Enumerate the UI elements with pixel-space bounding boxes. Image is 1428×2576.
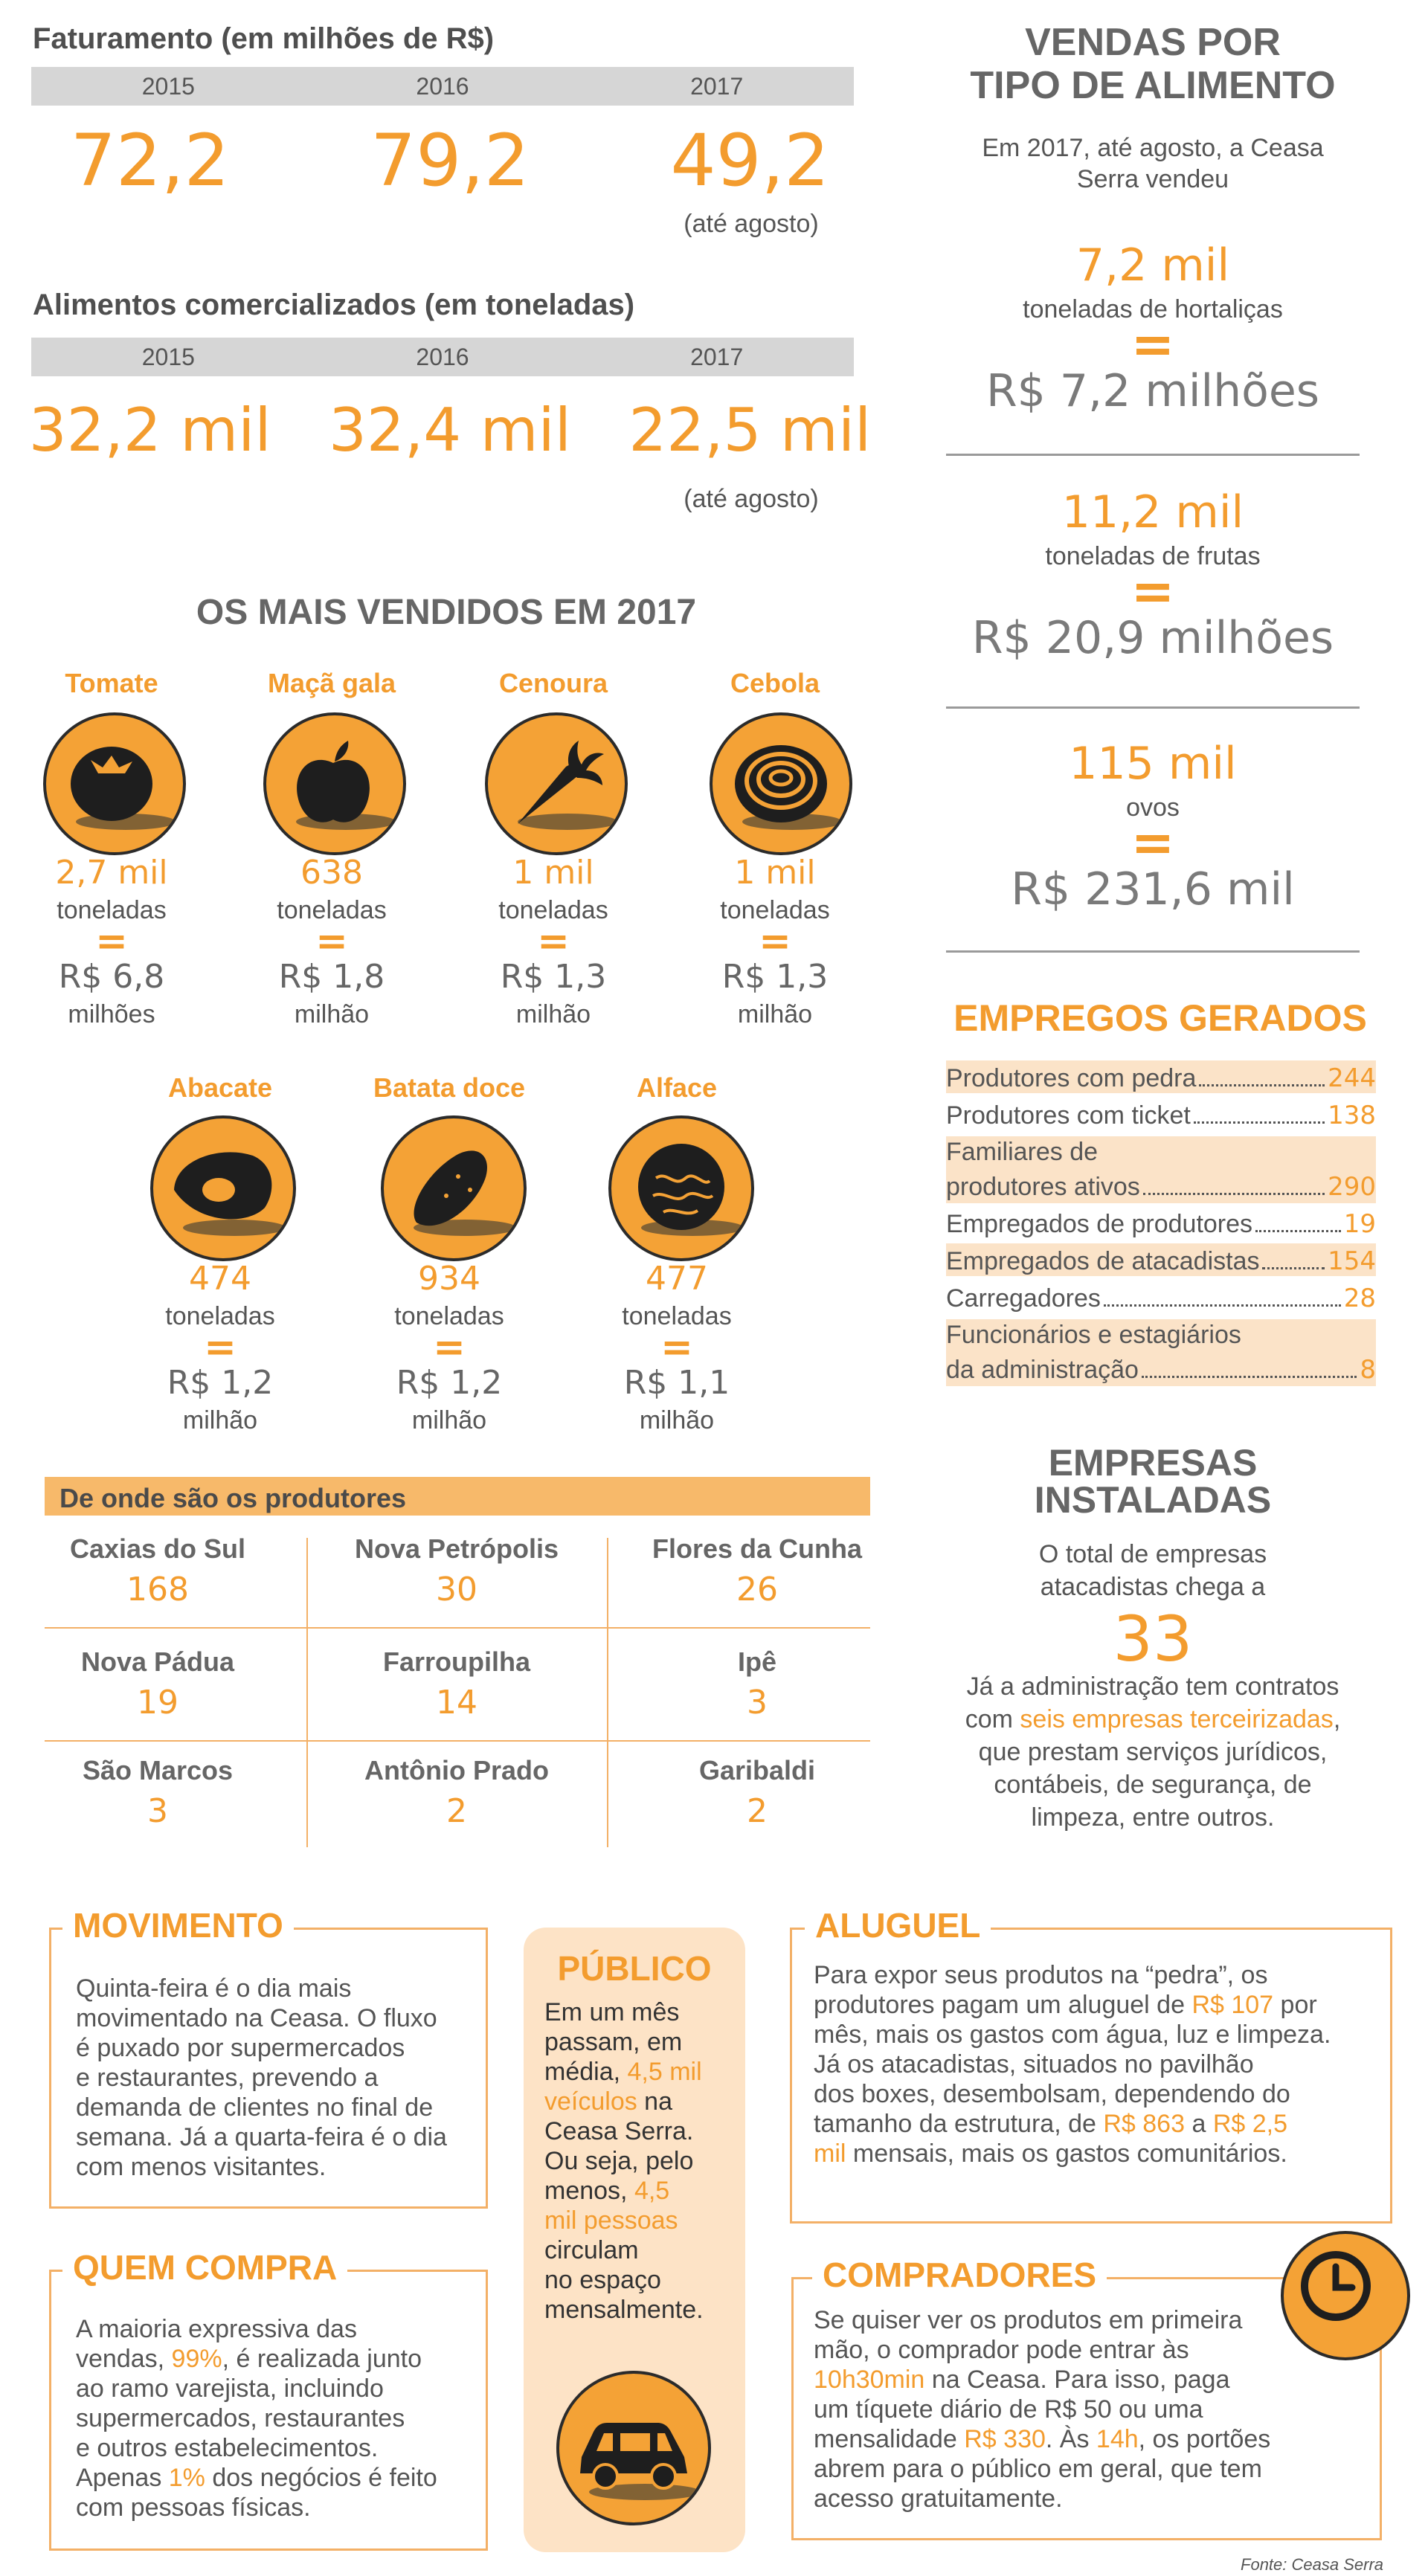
product-value: R$ 1,2 — [167, 1364, 274, 1402]
city-count: 2 — [747, 1792, 768, 1830]
text-highlight: veículos — [544, 2087, 637, 2116]
text-highlight: 4,5 mil — [627, 2058, 702, 2086]
vendas-intro — [945, 132, 1361, 195]
divider — [946, 454, 1360, 456]
text-line: Já os atacadistas, situados no pavilhão — [814, 2050, 1254, 2078]
text-line: Ou seja, pelo — [544, 2147, 694, 2175]
text-line — [814, 2424, 1349, 2454]
emprego-row — [946, 1352, 1376, 1385]
vendas-desc: ovos — [1126, 793, 1180, 822]
city-cell — [24, 1533, 292, 1609]
city-count: 3 — [747, 1684, 768, 1722]
product-name: Tomate — [65, 668, 158, 698]
product-tomate — [0, 668, 223, 699]
alimentos-title: Alimentos comercializados (em toneladas) — [33, 289, 635, 321]
product-unit: toneladas — [394, 1302, 504, 1330]
city-count: 26 — [736, 1571, 778, 1609]
city-cell — [623, 1533, 891, 1609]
aluguel-title: ALUGUEL — [805, 1905, 991, 1945]
faturamento-value: 49,2 — [670, 119, 830, 202]
text-highlight: 99% — [171, 2345, 222, 2373]
empresas-text2 — [930, 1670, 1376, 1834]
text-line — [814, 2139, 1386, 2168]
emprego-row — [946, 1169, 1376, 1202]
emprego-value: 19 — [1343, 1209, 1376, 1239]
product-value: R$ 1,8 — [278, 958, 385, 996]
text-line — [544, 2206, 739, 2235]
vendas-title-line: TIPO DE ALIMENTO — [970, 64, 1336, 107]
divider — [946, 950, 1360, 953]
text-run: a — [1185, 2110, 1213, 2138]
text-run: produtores pagam um aluguel de — [814, 1991, 1192, 2019]
text-run: mensais, mais os gastos comunitários. — [846, 2139, 1287, 2168]
equals-sign: = — [315, 919, 348, 964]
product-batata-stats — [338, 1258, 561, 1437]
product-cenoura — [442, 668, 665, 699]
vendas-item — [945, 736, 1361, 918]
product-name: Cenoura — [498, 668, 608, 698]
empresas-text-line — [930, 1703, 1376, 1736]
equals-sign: = — [1130, 314, 1175, 375]
text-run: , — [1333, 1705, 1341, 1733]
product-value: R$ 6,8 — [58, 958, 165, 996]
vendas-title-line: VENDAS POR — [1025, 21, 1281, 64]
grid-vline — [607, 1538, 608, 1847]
product-value: R$ 1,3 — [500, 958, 607, 996]
text-highlight: R$ 107 — [1191, 1991, 1274, 2019]
year-label: 2015 — [141, 73, 195, 100]
product-alface-stats — [565, 1258, 788, 1437]
product-name: Cebola — [730, 668, 820, 698]
city-count: 30 — [436, 1571, 477, 1609]
aluguel-text — [814, 1960, 1386, 2168]
equals-sign: = — [1130, 812, 1175, 873]
text-line: movimentado na Ceasa. O fluxo — [76, 2004, 437, 2032]
text-line: passam, em — [544, 2028, 683, 2056]
emprego-label: Carregadores — [946, 1284, 1101, 1313]
text-line: Quinta-feira é o dia mais — [76, 1974, 352, 2003]
faturamento-value: 79,2 — [370, 119, 530, 202]
vendas-intro-line: Em 2017, até agosto, a Ceasa — [982, 134, 1324, 162]
quem-compra-text — [76, 2314, 477, 2522]
product-value-unit: milhão — [182, 1406, 258, 1434]
vendas-value: R$ 7,2 milhões — [985, 365, 1320, 417]
text-run: , os portões — [1138, 2425, 1271, 2453]
emprego-value: 28 — [1343, 1284, 1376, 1313]
year-label: 2015 — [141, 344, 195, 370]
product-unit: toneladas — [57, 896, 167, 924]
city-cell — [24, 1646, 292, 1722]
product-unit: toneladas — [622, 1302, 732, 1330]
year-label: 2017 — [690, 344, 744, 370]
product-cenoura-stats — [442, 852, 665, 1031]
text-line: acesso gratuitamente. — [814, 2485, 1063, 2513]
product-qty: 1 mil — [512, 854, 594, 892]
text-line: supermercados, restaurantes — [76, 2404, 405, 2432]
product-name: Batata doce — [373, 1072, 526, 1103]
equals-sign: = — [1130, 561, 1175, 622]
year-label: 2016 — [416, 344, 469, 370]
text-run: média, — [544, 2058, 628, 2086]
text-line: abrem para o público em geral, que tem — [814, 2455, 1262, 2483]
text-highlight: R$ 2,5 — [1212, 2110, 1287, 2138]
emprego-label: Empregados de atacadistas — [946, 1247, 1260, 1275]
city-cell — [623, 1755, 891, 1830]
faturamento-values — [0, 119, 900, 202]
product-value: R$ 1,3 — [721, 958, 829, 996]
product-qty: 1 mil — [734, 854, 816, 892]
text-highlight: 10h30min — [814, 2366, 925, 2394]
empresas-text-line: contábeis, de segurança, de — [994, 1771, 1312, 1799]
emprego-row — [946, 1243, 1376, 1276]
text-run: , é realizada junto — [222, 2345, 422, 2373]
product-qty: 474 — [189, 1260, 251, 1298]
movimento-text — [76, 1974, 477, 2182]
empresas-text-line: atacadistas chega a — [1040, 1573, 1266, 1601]
faturamento-note: (até agosto) — [684, 210, 819, 238]
product-alface — [565, 1072, 788, 1104]
text-line: com pessoas físicas. — [76, 2493, 311, 2522]
text-highlight: 4,5 — [634, 2177, 670, 2205]
empresas-text-line: limpeza, entre outros. — [1031, 1803, 1275, 1832]
text-line: ao ramo varejista, incluindo — [76, 2374, 384, 2403]
product-abacate — [109, 1072, 332, 1104]
product-qty: 934 — [418, 1260, 480, 1298]
text-line: Em um mês — [544, 1998, 680, 2026]
text-run: na — [637, 2087, 672, 2116]
text-run: tamanho da estrutura, de — [814, 2110, 1104, 2138]
emprego-label: produtores ativos — [946, 1173, 1140, 1201]
emprego-value: 8 — [1360, 1355, 1376, 1385]
equals-sign: = — [95, 919, 128, 964]
text-line: demanda de clientes no final de — [76, 2093, 434, 2122]
city-count: 3 — [147, 1792, 168, 1830]
empresas-title — [945, 1444, 1361, 1519]
city-name: Farroupilha — [382, 1646, 531, 1677]
text-highlight: R$ 330 — [964, 2425, 1046, 2453]
text-run: menos, — [544, 2177, 634, 2205]
text-line: mão, o comprador pode entrar às — [814, 2336, 1189, 2364]
empresas-text-line: que prestam serviços jurídicos, — [978, 1738, 1328, 1766]
grid-hline — [45, 1740, 870, 1742]
city-name: Garibaldi — [698, 1755, 816, 1786]
product-value-unit: milhão — [515, 1000, 591, 1028]
product-name: Maçã gala — [267, 668, 396, 698]
year-label: 2017 — [690, 73, 744, 100]
product-maca-stats — [220, 852, 443, 1031]
product-value: R$ 1,2 — [396, 1364, 503, 1402]
text-line — [76, 2344, 477, 2374]
city-name: São Marcos — [82, 1755, 234, 1786]
equals-sign: = — [433, 1325, 466, 1370]
text-highlight: seis empresas terceirizadas — [1020, 1705, 1334, 1733]
year-label: 2016 — [416, 73, 469, 100]
emprego-label-line1: Funcionários e estagiários — [946, 1321, 1241, 1349]
vendas-qty: 11,2 mil — [1061, 486, 1244, 538]
empresas-text-line: O total de empresas — [1038, 1540, 1267, 1568]
alimentos-value: 32,4 mil — [329, 396, 571, 465]
text-line: Para expor seus produtos na “pedra”, os — [814, 1961, 1268, 1989]
quem-compra-title: QUEM COMPRA — [62, 2247, 347, 2287]
text-line: e outros estabelecimentos. — [76, 2434, 379, 2462]
empregos-title: EMPREGOS GERADOS — [953, 997, 1367, 1039]
alimentos-values — [0, 396, 900, 465]
alimentos-value: 32,2 mil — [28, 396, 271, 465]
product-value-unit: milhão — [737, 1000, 813, 1028]
text-line — [76, 2463, 477, 2493]
empresas-title-line: INSTALADAS — [1034, 1479, 1272, 1521]
product-unit: toneladas — [277, 896, 387, 924]
vendas-value: R$ 231,6 mil — [1011, 863, 1295, 915]
compradores-title: COMPRADORES — [812, 2255, 1107, 2295]
sweet-potato-icon — [381, 1115, 527, 1261]
product-value-unit: milhões — [68, 1000, 155, 1028]
emprego-value: 138 — [1328, 1101, 1376, 1130]
city-name: Antônio Prado — [364, 1755, 549, 1786]
vendas-title — [937, 21, 1368, 107]
city-name: Flores da Cunha — [652, 1533, 863, 1564]
source-credit: Fonte: Ceasa Serra — [1241, 2555, 1383, 2574]
vendas-intro-line: Serra vendeu — [1076, 165, 1229, 193]
product-cebola — [663, 668, 887, 699]
emprego-label: Produtores com pedra — [946, 1064, 1197, 1092]
product-qty: 2,7 mil — [55, 854, 168, 892]
emprego-value: 290 — [1328, 1172, 1376, 1202]
product-qty: 477 — [646, 1260, 708, 1298]
emprego-row — [946, 1281, 1376, 1313]
equals-sign: = — [537, 919, 570, 964]
mais-vendidos-title: OS MAIS VENDIDOS EM 2017 — [196, 593, 697, 632]
carrot-icon — [485, 712, 628, 855]
city-count: 14 — [436, 1684, 477, 1722]
text-line — [814, 1990, 1386, 2020]
empresas-text1 — [945, 1538, 1361, 1603]
product-abacate-stats — [109, 1258, 332, 1437]
product-value-unit: milhão — [411, 1406, 487, 1434]
text-highlight: mil pessoas — [544, 2206, 678, 2235]
text-line: A maioria expressiva das — [76, 2315, 357, 2343]
text-line — [544, 2057, 739, 2087]
empresas-text-line: Já a administração tem contratos — [966, 1672, 1339, 1701]
vendas-desc: toneladas de hortaliças — [1023, 295, 1283, 323]
emprego-row — [946, 1098, 1376, 1130]
text-highlight: mil — [814, 2139, 846, 2168]
text-line — [814, 2109, 1386, 2139]
text-line: Ceasa Serra. — [544, 2117, 694, 2145]
product-name: Alface — [636, 1072, 718, 1103]
produtores-title: De onde são os produtores — [60, 1483, 407, 1513]
product-qty: 638 — [300, 854, 363, 892]
city-cell — [323, 1533, 591, 1609]
text-run: na Ceasa. Para isso, paga — [924, 2366, 1230, 2394]
text-line: dos boxes, desembolsam, dependendo do — [814, 2080, 1290, 2108]
product-maca — [220, 668, 443, 699]
text-highlight: R$ 863 — [1103, 2110, 1185, 2138]
text-line: mês, mais os gastos com água, luz e limpeza. — [814, 2020, 1331, 2049]
avocado-icon — [150, 1115, 296, 1261]
city-cell — [323, 1755, 591, 1830]
city-name: Nova Petrópolis — [354, 1533, 559, 1564]
product-value-unit: milhão — [639, 1406, 715, 1434]
text-run: vendas, — [76, 2345, 172, 2373]
lettuce-icon — [608, 1115, 754, 1261]
text-line: e restaurantes, prevendo a — [76, 2064, 379, 2092]
text-line: circulam — [544, 2236, 639, 2264]
text-line: mensalmente. — [544, 2296, 704, 2324]
onion-icon — [710, 712, 852, 855]
emprego-label: Empregados de produtores — [946, 1210, 1253, 1238]
produtores-header — [45, 1477, 870, 1516]
text-line — [814, 2365, 1349, 2395]
vendas-item — [945, 238, 1361, 419]
text-line: Se quiser ver os produtos em primeira — [814, 2306, 1243, 2334]
text-run: Apenas — [76, 2464, 169, 2492]
equals-sign: = — [660, 1325, 693, 1370]
emprego-row — [946, 1206, 1376, 1239]
text-line — [544, 2087, 739, 2116]
city-cell — [323, 1646, 591, 1722]
product-unit: toneladas — [720, 896, 830, 924]
product-cebola-stats — [663, 852, 887, 1031]
city-cell — [24, 1755, 292, 1830]
faturamento-title: Faturamento (em milhões de R$) — [33, 22, 495, 55]
empresas-title-line: EMPRESAS — [1048, 1442, 1258, 1484]
vendas-item — [945, 485, 1361, 666]
product-tomate-stats — [0, 852, 223, 1031]
emprego-label: Produtores com ticket — [946, 1101, 1191, 1130]
text-line: é puxado por supermercados — [76, 2034, 405, 2062]
text-line: um tíquete diário de R$ 50 ou uma — [814, 2395, 1203, 2424]
text-line: semana. Já a quarta-feira é o dia — [76, 2123, 447, 2151]
emprego-label-line1: Familiares de — [946, 1138, 1099, 1166]
city-name: Caxias do Sul — [69, 1533, 246, 1564]
text-highlight: 1% — [168, 2464, 205, 2492]
city-name: Nova Pádua — [80, 1646, 235, 1677]
text-run: . Às — [1045, 2425, 1096, 2453]
apple-icon — [263, 712, 406, 855]
divider — [946, 706, 1360, 709]
vendas-value: R$ 20,9 milhões — [971, 612, 1334, 664]
equals-sign: = — [759, 919, 791, 964]
alimentos-note: (até agosto) — [684, 485, 819, 513]
tomato-icon — [43, 712, 186, 855]
emprego-label: da administração — [946, 1356, 1139, 1384]
emprego-value: 154 — [1328, 1246, 1376, 1276]
text-run: dos negócios é feito — [205, 2464, 437, 2492]
city-count: 19 — [137, 1684, 178, 1722]
text-run: por — [1273, 1991, 1317, 2019]
city-name: Ipê — [737, 1646, 776, 1677]
grid-vline — [306, 1538, 308, 1847]
publico-text — [544, 1997, 739, 2325]
city-cell — [623, 1646, 891, 1722]
product-unit: toneladas — [498, 896, 608, 924]
equals-sign: = — [204, 1325, 237, 1370]
movimento-title: MOVIMENTO — [62, 1905, 294, 1945]
empresas-number: 33 — [1113, 1603, 1193, 1675]
city-count: 168 — [126, 1571, 189, 1609]
alimentos-year-bar — [31, 338, 854, 376]
text-run: com — [965, 1705, 1020, 1733]
publico-title: PÚBLICO — [557, 1949, 712, 1988]
text-line: no espaço — [544, 2266, 661, 2294]
alimentos-value: 22,5 mil — [628, 396, 872, 465]
text-line: com menos visitantes. — [76, 2153, 327, 2181]
vendas-qty: 115 mil — [1069, 738, 1237, 790]
faturamento-year-bar — [31, 67, 854, 106]
car-icon — [556, 2371, 711, 2525]
text-run: mensalidade — [814, 2425, 965, 2453]
grid-hline — [45, 1627, 870, 1629]
product-value-unit: milhão — [294, 1000, 370, 1028]
faturamento-value: 72,2 — [70, 119, 230, 202]
city-count: 2 — [446, 1792, 467, 1830]
vendas-desc: toneladas de frutas — [1045, 542, 1261, 570]
product-batata — [338, 1072, 561, 1104]
vendas-qty: 7,2 mil — [1075, 239, 1230, 292]
product-name: Abacate — [167, 1072, 273, 1103]
emprego-value: 244 — [1328, 1063, 1376, 1093]
product-unit: toneladas — [165, 1302, 275, 1330]
text-line — [544, 2176, 739, 2206]
compradores-text — [814, 2305, 1349, 2514]
text-highlight: 14h — [1096, 2425, 1139, 2453]
product-value: R$ 1,1 — [623, 1364, 730, 1402]
emprego-row — [946, 1060, 1376, 1093]
